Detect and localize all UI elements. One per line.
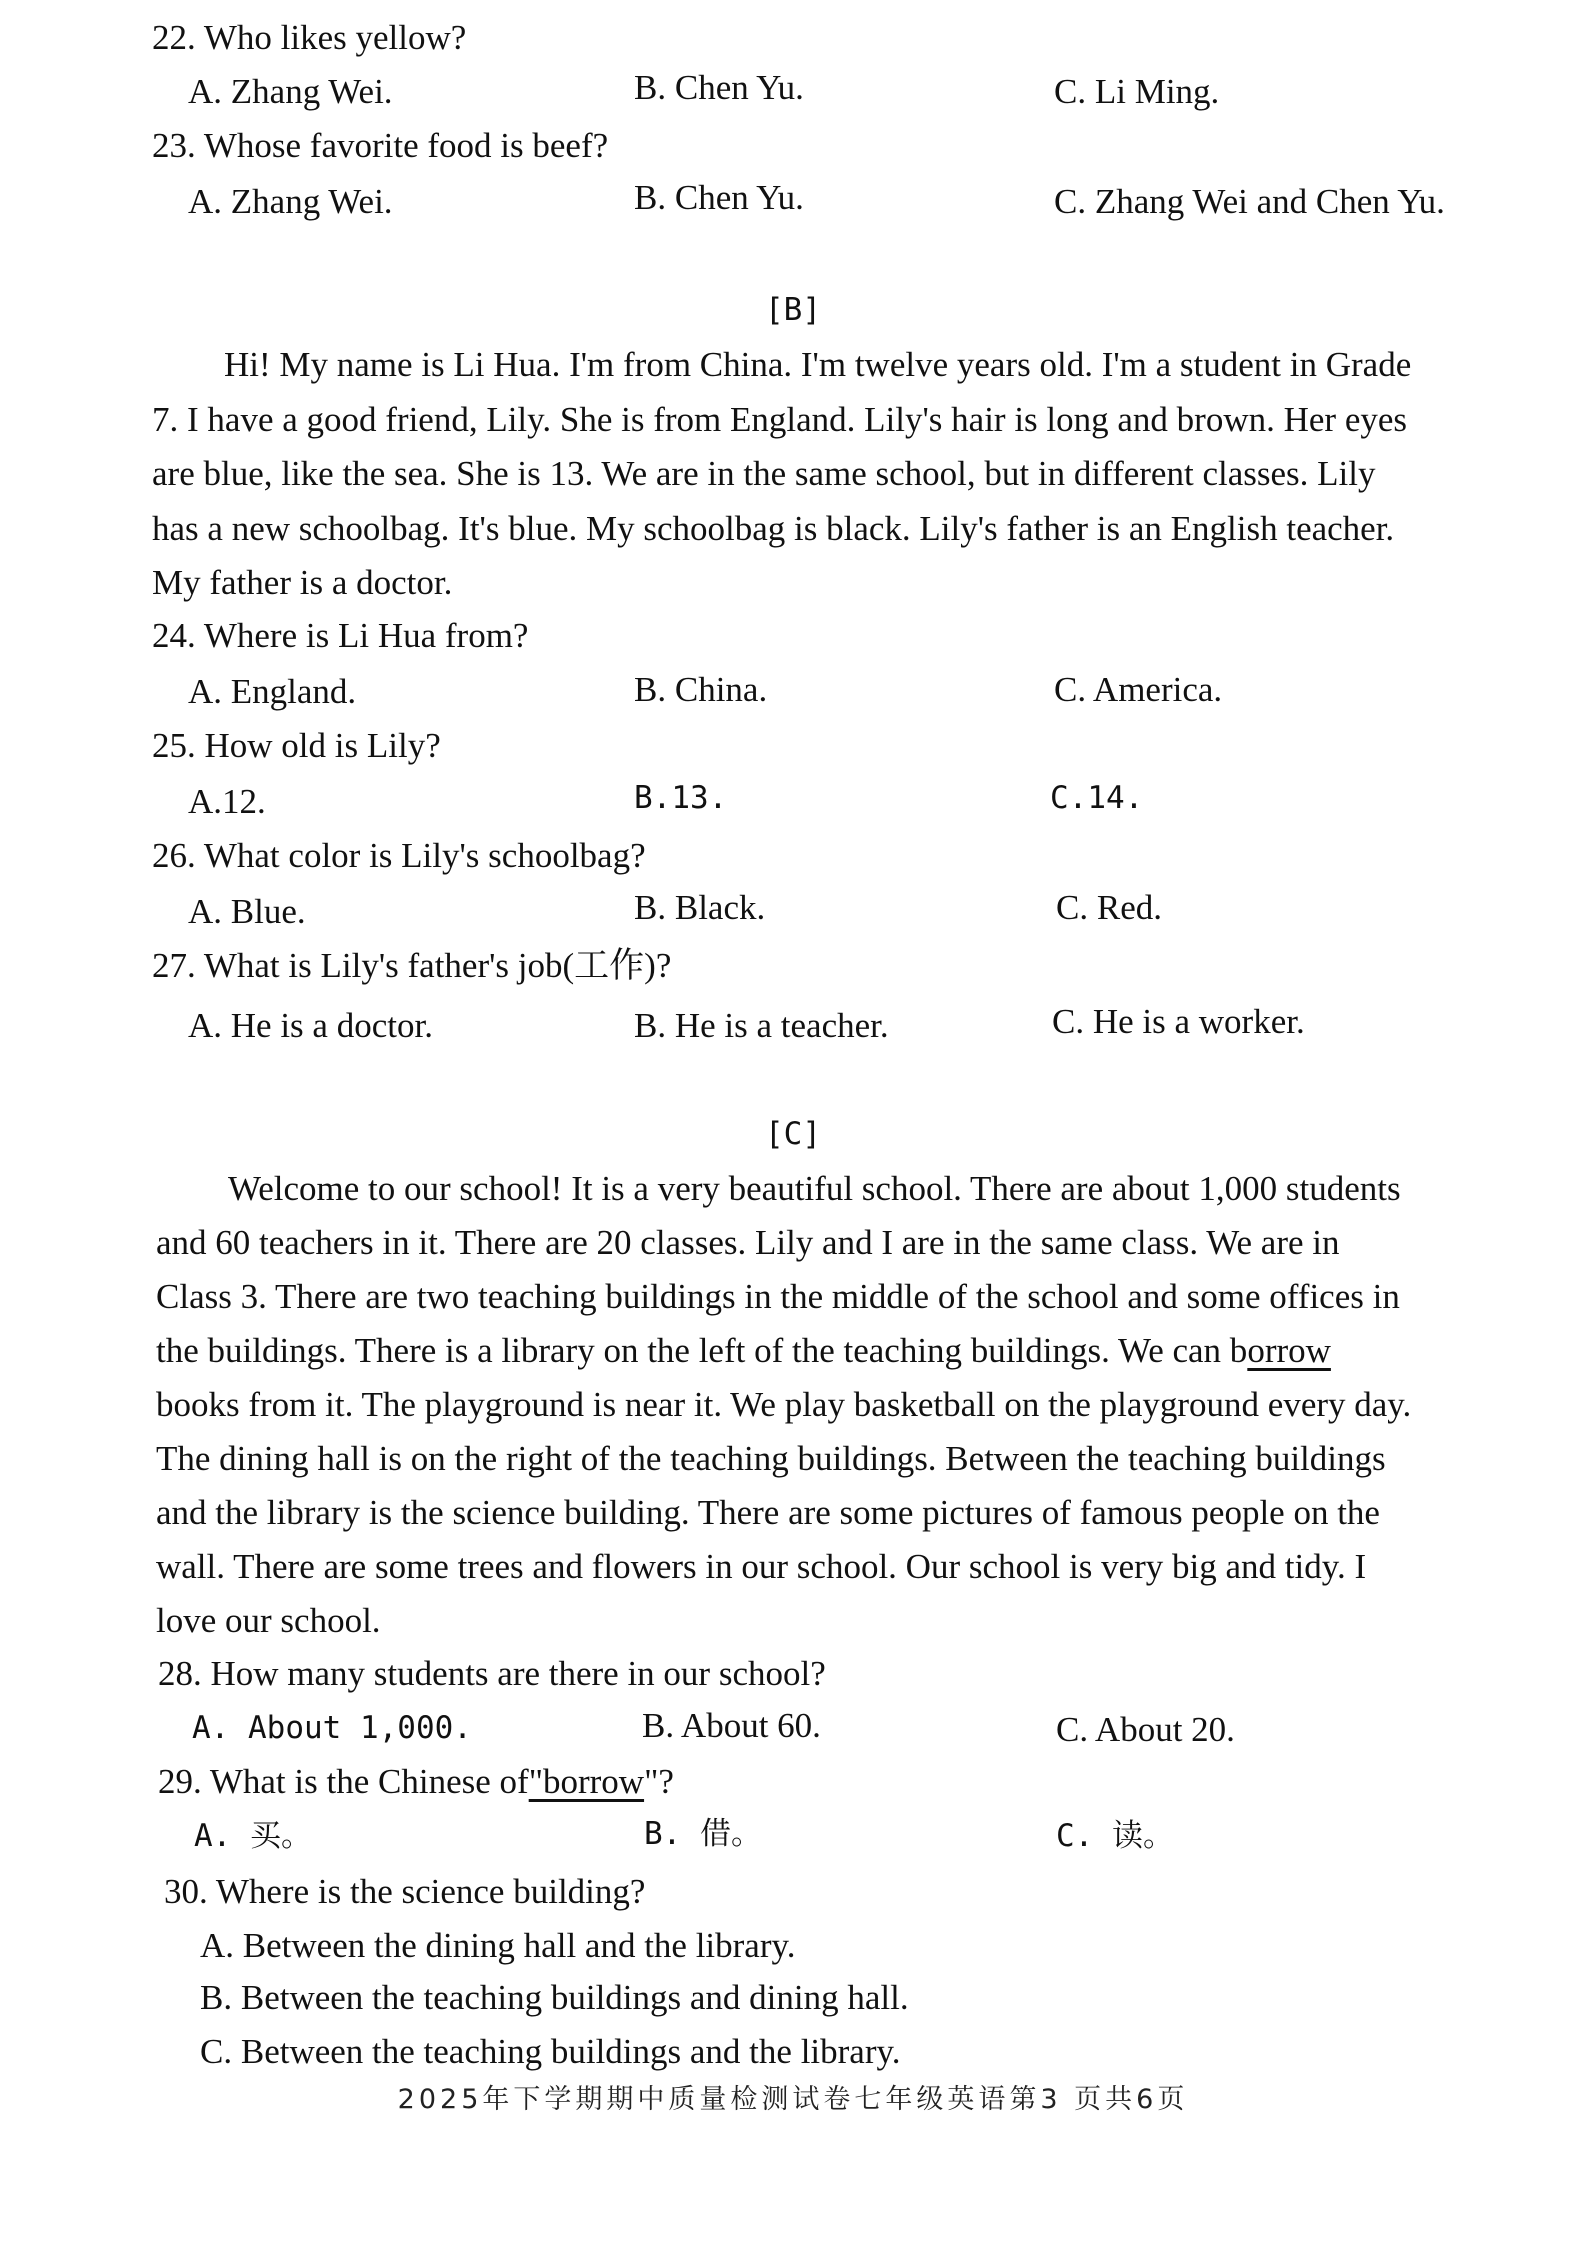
page-footer: 2025年下学期期中质量检测试卷七年级英语第3 页共6页 — [397, 2084, 1189, 2115]
q23-option-a: A. Zhang Wei. — [188, 182, 393, 221]
q29-option-c: C. 读。 — [1056, 1818, 1174, 1854]
section-b-label: [B] — [765, 292, 821, 328]
q24-option-b: B. China. — [634, 670, 768, 709]
q26-option-a: A. Blue. — [188, 892, 306, 931]
q30-option-b: B. Between the teaching buildings and dining hall. — [200, 1978, 909, 2017]
q23-option-b: B. Chen Yu. — [634, 178, 804, 217]
q28-option-b: B. About 60. — [642, 1706, 821, 1745]
passage-c-line: and 60 teachers in it. There are 20 classes. Lily and I are in the same class. We are in — [156, 1223, 1340, 1262]
q29-option-b: B. 借。 — [644, 1816, 762, 1852]
passage-b-line: My father is a doctor. — [152, 563, 453, 602]
passage-c-line: love our school. — [156, 1601, 381, 1640]
q25-option-b: B.13. — [634, 780, 728, 816]
passage-c-text: the buildings. There is a library on the left of the teaching buildings. We can b — [156, 1331, 1248, 1370]
passage-c — [156, 1162, 1466, 1648]
passage-b-line: Hi! My name is Li Hua. I'm from China. I'm twelve years old. I'm a student in Grade — [224, 345, 1412, 384]
passage-b-line: 7. I have a good friend, Lily. She is from England. Lily's hair is long and brown. Her eyes — [152, 399, 1408, 439]
question-29-end: "? — [644, 1762, 674, 1801]
question-26: 26. What color is Lily's schoolbag? — [152, 836, 646, 875]
q25-option-c: C.14. — [1050, 780, 1144, 816]
question-27: 27. What is Lily's father's job(工作)? — [152, 946, 672, 985]
question-29-word: "borrow — [528, 1762, 645, 1801]
q22-option-c: C. Li Ming. — [1054, 72, 1220, 111]
q27-option-b: B. He is a teacher. — [634, 1006, 889, 1045]
question-29-text: 29. What is the Chinese of — [158, 1762, 529, 1801]
question-24: 24. Where is Li Hua from? — [152, 616, 529, 655]
q28-option-c: C. About 20. — [1056, 1710, 1235, 1749]
q25-option-a: A.12. — [188, 782, 266, 821]
question-29 — [158, 1760, 674, 1804]
underlined-word-borrow: orrow — [1247, 1331, 1331, 1370]
q26-option-c: C. Red. — [1056, 888, 1162, 927]
section-c-label: [C] — [765, 1116, 821, 1152]
passage-b-line: are blue, like the sea. She is 13. We are in the same school, but in different classes. Lily — [152, 454, 1376, 493]
passage-c-line: Class 3. There are two teaching buildings in the middle of the school and some offices in — [156, 1277, 1400, 1316]
q22-option-b: B. Chen Yu. — [634, 68, 804, 107]
passage-c-line: The dining hall is on the right of the teaching buildings. Between the teaching buildings — [156, 1439, 1386, 1478]
q28-option-a: A. About 1,000. — [192, 1710, 472, 1746]
q30-option-c: C. Between the teaching buildings and the library. — [200, 2032, 901, 2071]
question-22: 22. Who likes yellow? — [152, 18, 467, 57]
passage-c-line: wall. There are some trees and flowers in our school. Our school is very big and tidy. I — [156, 1547, 1367, 1586]
q27-option-a: A. He is a doctor. — [188, 1006, 433, 1045]
passage-c-line: Welcome to our school! It is a very beautiful school. There are about 1,000 students — [228, 1169, 1401, 1208]
q23-option-c: C. Zhang Wei and Chen Yu. — [1054, 182, 1445, 221]
q22-option-a: A. Zhang Wei. — [188, 72, 393, 111]
q24-option-c: C. America. — [1054, 670, 1223, 709]
passage-c-line: and the library is the science building. There are some pictures of famous people on the — [156, 1493, 1380, 1532]
question-25: 25. How old is Lily? — [152, 726, 441, 765]
q27-option-c: C. He is a worker. — [1052, 1002, 1305, 1041]
passage-c-line — [156, 1324, 1466, 1378]
passage-c-line: books from it. The playground is near it. We play basketball on the playground every day. — [156, 1385, 1412, 1424]
passage-b-line: has a new schoolbag. It's blue. My schoolbag is black. Lily's father is an English teacher. — [152, 508, 1395, 548]
passage-b — [152, 338, 1462, 611]
q24-option-a: A. England. — [188, 672, 357, 711]
q30-option-a: A. Between the dining hall and the library. — [200, 1926, 796, 1965]
question-23: 23. Whose favorite food is beef? — [152, 126, 609, 165]
q29-option-a: A. 买。 — [194, 1818, 312, 1854]
question-30: 30. Where is the science building? — [164, 1872, 646, 1911]
question-28: 28. How many students are there in our school? — [158, 1654, 826, 1693]
q26-option-b: B. Black. — [634, 888, 766, 927]
